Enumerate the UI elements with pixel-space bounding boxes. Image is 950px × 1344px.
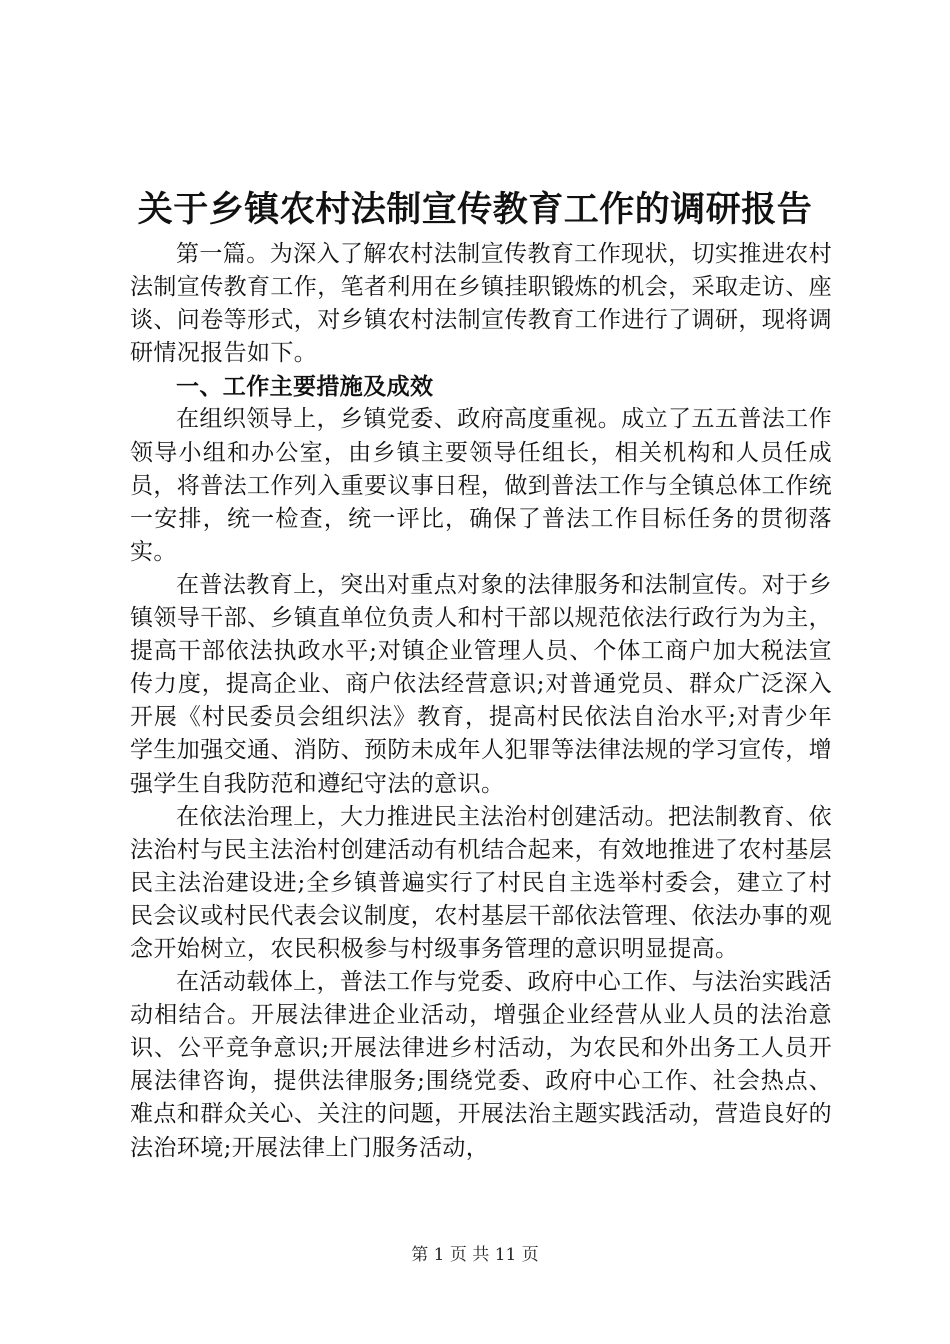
document-body — [130, 238, 832, 1165]
body-paragraph-organization: 在组织领导上，乡镇党委、政府高度重视。成立了五五普法工作领导小组和办公室，由乡镇主要领导任组长，相关机构和人员任成员，将普法工作列入重要议事日程，做到普法工作与全镇总体工作统一安排，统一检查，统一评比，确保了普法工作目标任务的贯彻落实。 — [130, 406, 832, 565]
body-paragraph-activities: 在活动载体上，普法工作与党委、政府中心工作、与法治实践活动相结合。开展法律进企业活动，增强企业经营从业人员的法治意识、公平竞争意识;开展法律进乡村活动，为农民和外出务工人员开展法律咨询，提供法律服务;围绕党委、政府中心工作、社会热点、难点和群众关心、关注的问题，开展法治主题实践活动，营造良好的法治环境;开展法律上门服务活动， — [130, 969, 832, 1161]
body-paragraph-education: 在普法教育上，突出对重点对象的法律服务和法制宣传。对于乡镇领导干部、乡镇直单位负责人和村干部以规范依法行政行为为主，提高干部依法执政水平;对镇企业管理人员、个体工商户加大税法宣传力度，提高企业、商户依法经营意识;对普通党员、群众广泛深入开展《村民委员会组织法》教育，提高村民依法自治水平;对青少年学生加强交通、消防、预防未成年人犯罪等法律法规的学习宣传，增强学生自我防范和遵纪守法的意识。 — [130, 571, 832, 797]
body-paragraph-governance: 在依法治理上，大力推进民主法治村创建活动。把法制教育、依法治村与民主法治村创建活动有机结合起来，有效地推进了农村基层民主法治建设进;全乡镇普遍实行了村民自主选举村委会，建立了村民会议或村民代表会议制度，农村基层干部依法管理、依法办事的观念开始树立，农民积极参与村级事务管理的意识明显提高。 — [130, 803, 832, 962]
intro-paragraph: 第一篇。为深入了解农村法制宣传教育工作现状，切实推进农村法制宣传教育工作，笔者利用在乡镇挂职锻炼的机会，采取走访、座谈、问卷等形式，对乡镇农村法制宣传教育工作进行了调研，现将调研情况报告如下。 — [130, 241, 832, 367]
section-heading: 一、工作主要措施及成效 — [176, 373, 434, 401]
document-title: 关于乡镇农村法制宣传教育工作的调研报告 — [137, 189, 813, 230]
page-number-footer: 第 1 页 共 11 页 — [411, 1245, 539, 1265]
